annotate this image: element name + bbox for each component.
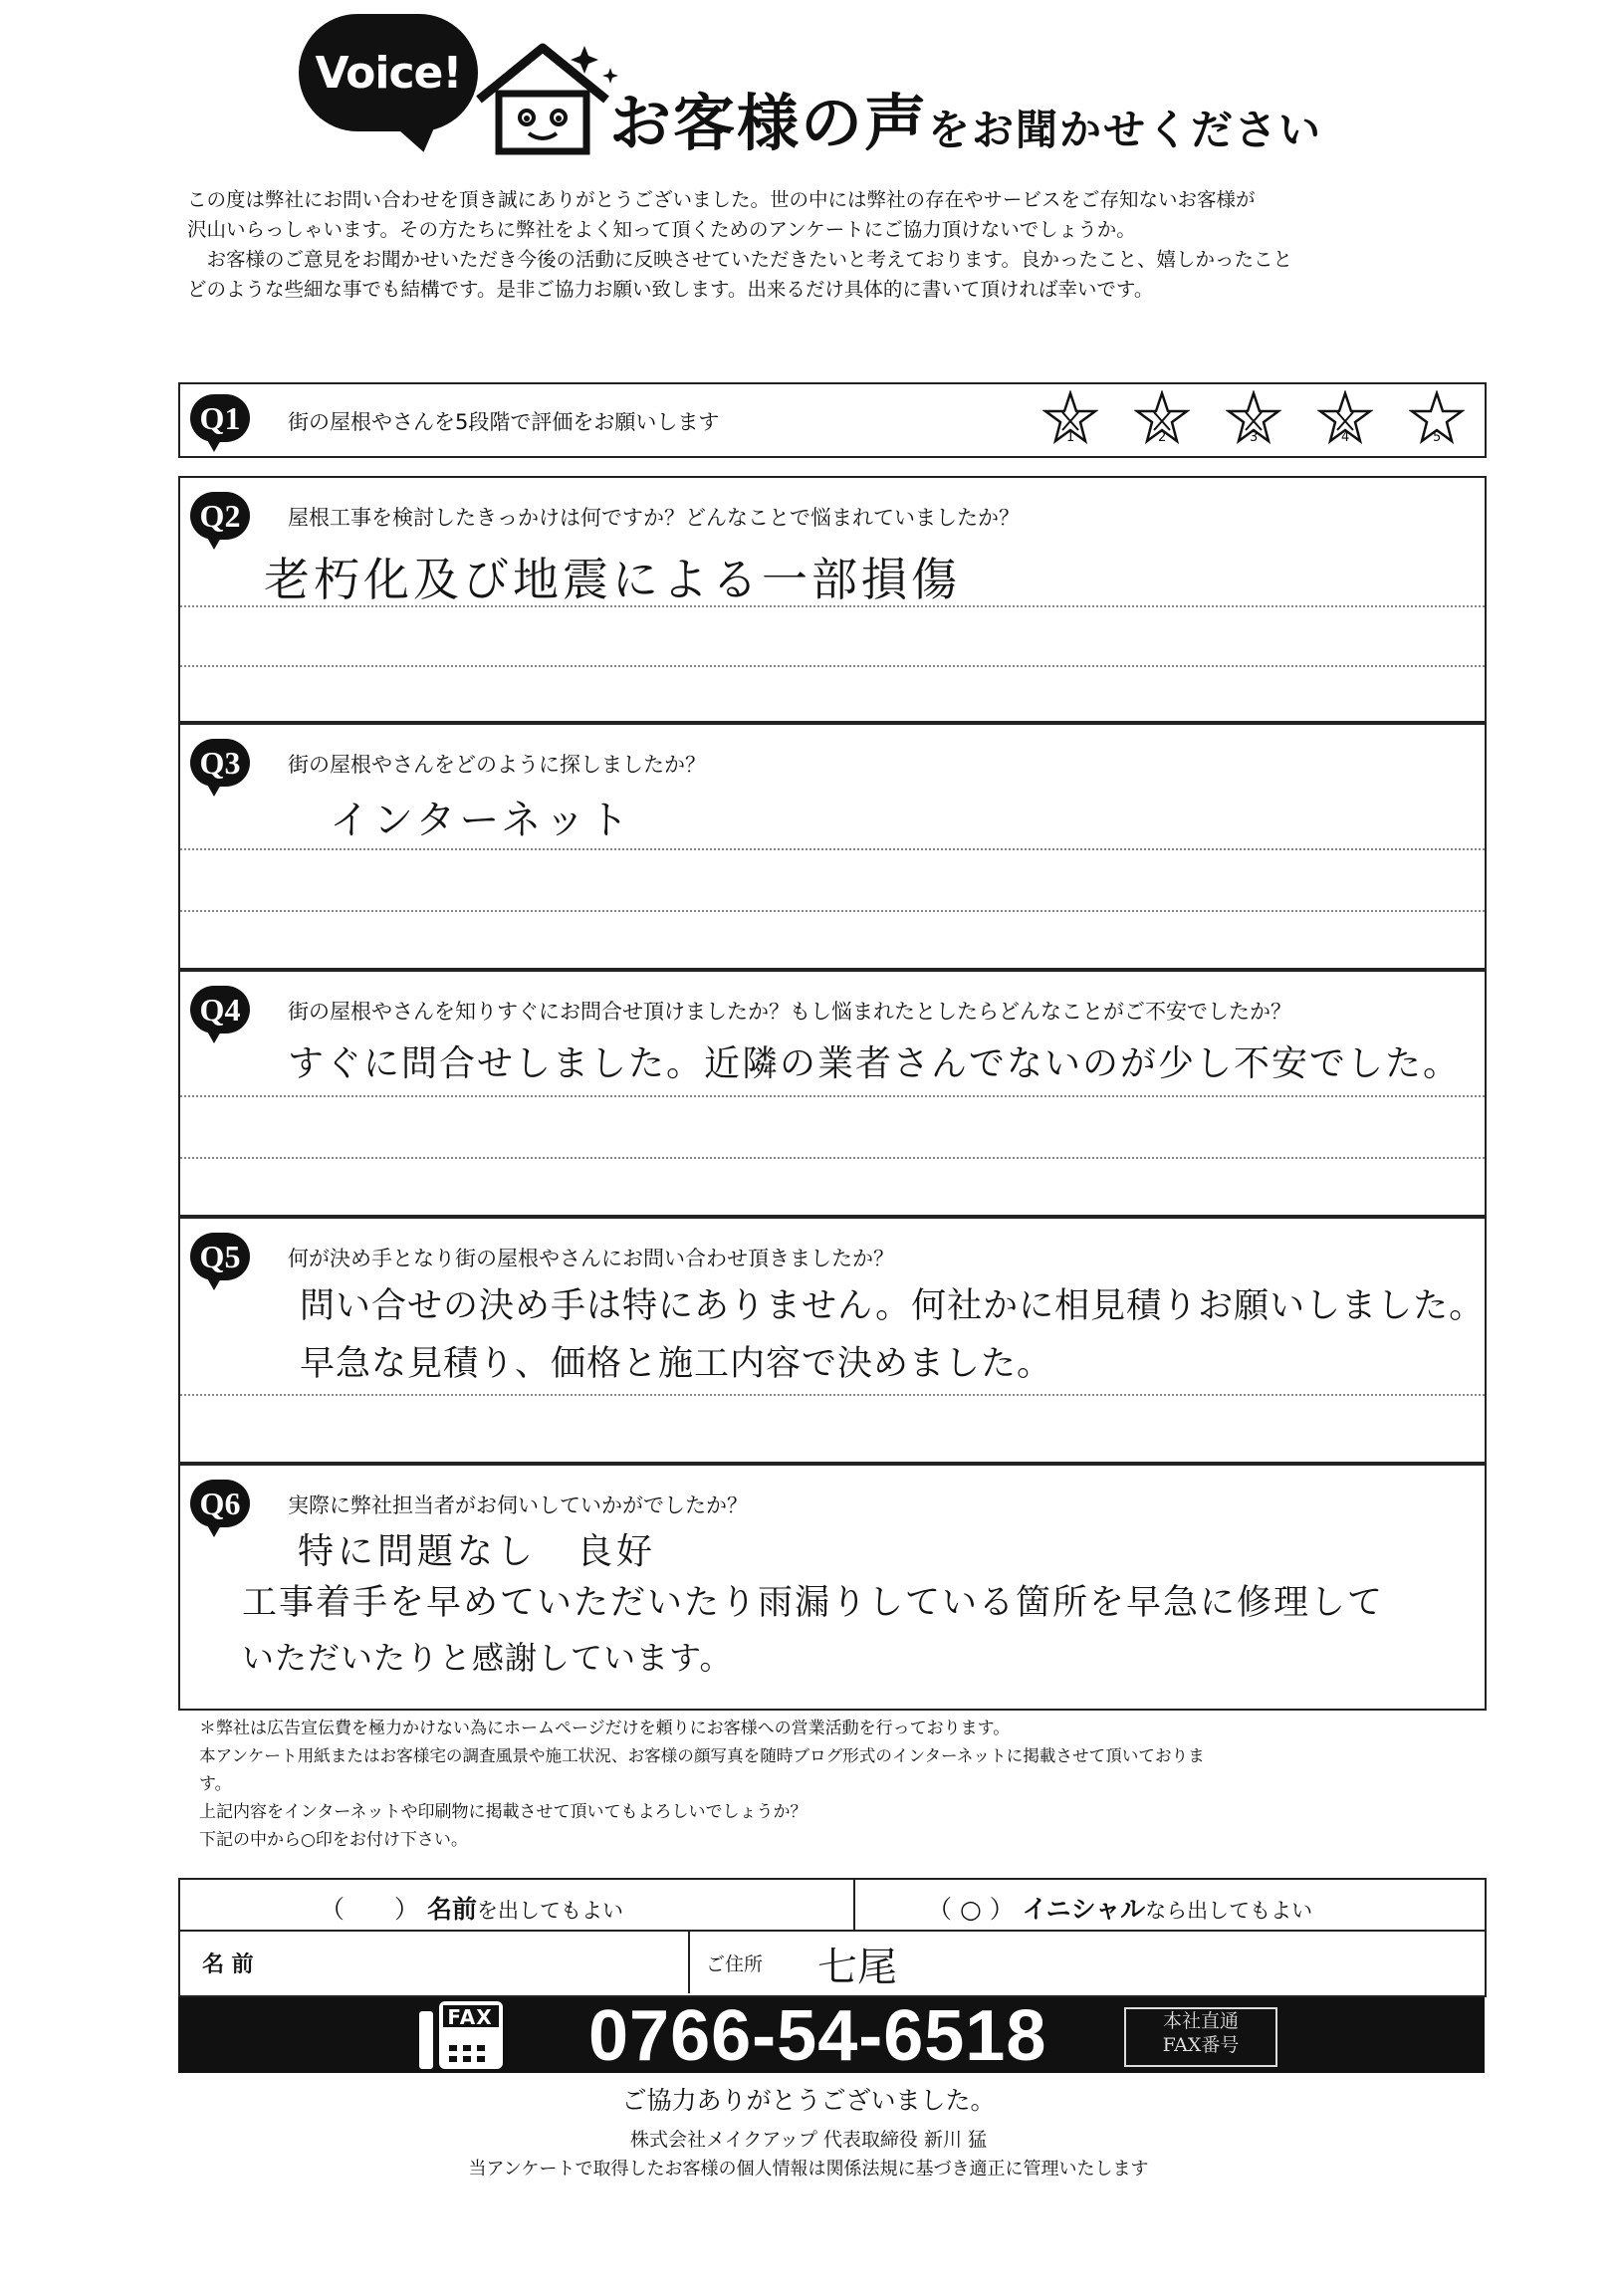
question-q2: [178, 476, 1487, 723]
q6-text: 実際に弊社担当者がお伺いしていかがでしたか？: [288, 1493, 748, 1517]
answer-line: [180, 848, 1485, 850]
q5-text: 何が決め手となり街の屋根やさんにお問い合わせ頂きましたか？: [288, 1247, 894, 1270]
star-label: 4: [1341, 430, 1350, 445]
answer-line: [180, 605, 1485, 607]
rating-stars: [1042, 390, 1465, 450]
divider: [853, 1880, 855, 1930]
question-q4: [178, 970, 1487, 1217]
star-4[interactable]: [1317, 390, 1373, 450]
q6-answer-line1: 特に問題なし 良好: [298, 1531, 657, 1572]
star-5[interactable]: [1409, 390, 1465, 450]
option-mark: （ ）: [320, 1895, 420, 1924]
smiling-house-icon: [473, 38, 622, 157]
note-line: 下記の中から○印をお付け下さい。: [199, 1830, 468, 1850]
q3-text: 街の屋根やさんをどのように探しましたか？: [288, 753, 706, 777]
option-rest: を出してもよい: [476, 1899, 623, 1923]
q3-answer: インターネット: [330, 798, 633, 843]
question-q5: [178, 1217, 1487, 1464]
title-main: お客様の声: [609, 87, 929, 159]
q2-badge: Q2: [190, 492, 250, 540]
q5-answer-line1: 問い合せの決め手は特にありません。何社かに相見積りお願いしました。: [300, 1286, 1486, 1326]
star-label: 2: [1158, 430, 1167, 445]
q1-badge: Q1: [190, 394, 250, 442]
star-1[interactable]: [1042, 390, 1098, 450]
thanks-text: ご協力ありがとうございました。: [621, 2086, 996, 2115]
fax-label-line1: 本社直通: [1162, 2010, 1239, 2032]
option-name-full[interactable]: [320, 1890, 623, 1926]
answer-line: [180, 1394, 1485, 1396]
intro-line: どのような些細な事でも結構です。是非ご協力お願い致します。出来るだけ具体的に書いて頂ければ幸いです。: [187, 278, 1154, 301]
option-bold: 名前: [426, 1895, 477, 1924]
intro-text: [187, 185, 1458, 305]
note-line: 上記内容をインターネットや印刷物に掲載させて頂いてもよろしいでしょうか？: [199, 1802, 808, 1822]
q4-answer: すぐに問合せしました。近隣の業者さんでないのが少し不安でした。: [288, 1043, 1462, 1084]
divider: [688, 1930, 690, 1993]
publication-notes: [199, 1715, 1573, 1854]
q3-badge: Q3: [190, 739, 250, 787]
option-rest: なら出してもよい: [1145, 1899, 1313, 1923]
option-bold: イニシャル: [1022, 1895, 1146, 1924]
consent-table: [178, 1878, 1487, 1997]
star-2[interactable]: [1134, 390, 1190, 450]
intro-line: 沢山いらっしゃいます。その方たちに弊社をよく知って頂くためのアンケートにご協力頂けないでしょうか。: [187, 218, 1136, 241]
fax-label-box: [1124, 2007, 1277, 2067]
intro-line: この度は弊社にお問い合わせを頂き誠にありがとうございました。世の中には弊社の存在やサービスをご存知ないお客様が: [187, 188, 1256, 211]
option-mark: （ ○ ）: [927, 1895, 1015, 1924]
star-label: 3: [1250, 430, 1259, 445]
name-label: 名 前: [202, 1952, 254, 1977]
consent-options-row: [180, 1880, 1485, 1932]
q2-answer: 老朽化及び地震による一部損傷: [264, 553, 961, 606]
note-line: す。: [199, 1774, 232, 1794]
address-value[interactable]: 七尾: [817, 1945, 897, 1990]
fax-icon-label: FAX: [447, 2005, 493, 2029]
question-q6: [178, 1464, 1487, 1711]
q4-text: 街の屋根やさんを知りすぐにお問合せ頂けましたか？もし悩まれたとしたらどんなことがご不安でしたか？: [288, 1000, 1291, 1024]
note-line: 本アンケート用紙またはお客様宅の調査風景や施工状況、お客様の顔写真を随時ブログ形式のインターネットに掲載させて頂いておりま: [199, 1746, 1205, 1765]
question-q1: [178, 382, 1487, 458]
privacy-text: 当アンケートで取得したお客様の個人情報は関係法規に基づき適正に管理いたします: [468, 2159, 1149, 2180]
fax-label-line2: FAX番号: [1162, 2034, 1240, 2056]
q1-text: 街の屋根やさんを5段階で評価をお願いします: [288, 410, 720, 434]
star-label: 1: [1066, 430, 1075, 445]
answer-line: [180, 1095, 1485, 1097]
fax-bar: [178, 1996, 1485, 2076]
question-q3: [178, 723, 1487, 970]
star-3[interactable]: [1226, 390, 1281, 450]
address-label: ご住所: [706, 1953, 764, 1975]
q6-answer-line3: いただいたりと感謝しています。: [242, 1639, 733, 1677]
q2-text: 屋根工事を検討したきっかけは何ですか？どんなことで悩まれていましたか？: [288, 506, 1020, 530]
voice-badge: Voice!: [299, 14, 478, 131]
note-line: ＊弊社は広告宣伝費を極力かけない為にホームページだけを頼りにお客様への営業活動を行っております。: [199, 1719, 1011, 1738]
answer-line: [180, 665, 1485, 667]
q5-answer-line2: 早急な見積り、価格と施工内容で決めました。: [300, 1344, 1053, 1384]
star-label: 5: [1433, 430, 1442, 445]
q6-badge: Q6: [190, 1480, 250, 1527]
page-title: [609, 74, 1322, 162]
q5-badge: Q5: [190, 1233, 250, 1280]
company-text: 株式会社メイクアップ 代表取締役 新川 猛: [629, 2129, 988, 2151]
option-initial-only[interactable]: [927, 1890, 1312, 1926]
answer-line: [180, 1157, 1485, 1159]
intro-line: お客様のご意見をお聞かせいただき今後の活動に反映させていただきたいと考えております。良かったこと、嬉しかったこと: [206, 248, 1292, 271]
answer-line: [180, 910, 1485, 912]
q6-answer-line2: 工事着手を早めていただいたり雨漏りしている箇所を早急に修理して: [242, 1583, 1385, 1623]
title-sub: をお聞かせください: [928, 106, 1323, 154]
q4-badge: Q4: [190, 986, 250, 1033]
fax-number[interactable]: 0766-54-6518: [588, 1996, 1047, 2076]
